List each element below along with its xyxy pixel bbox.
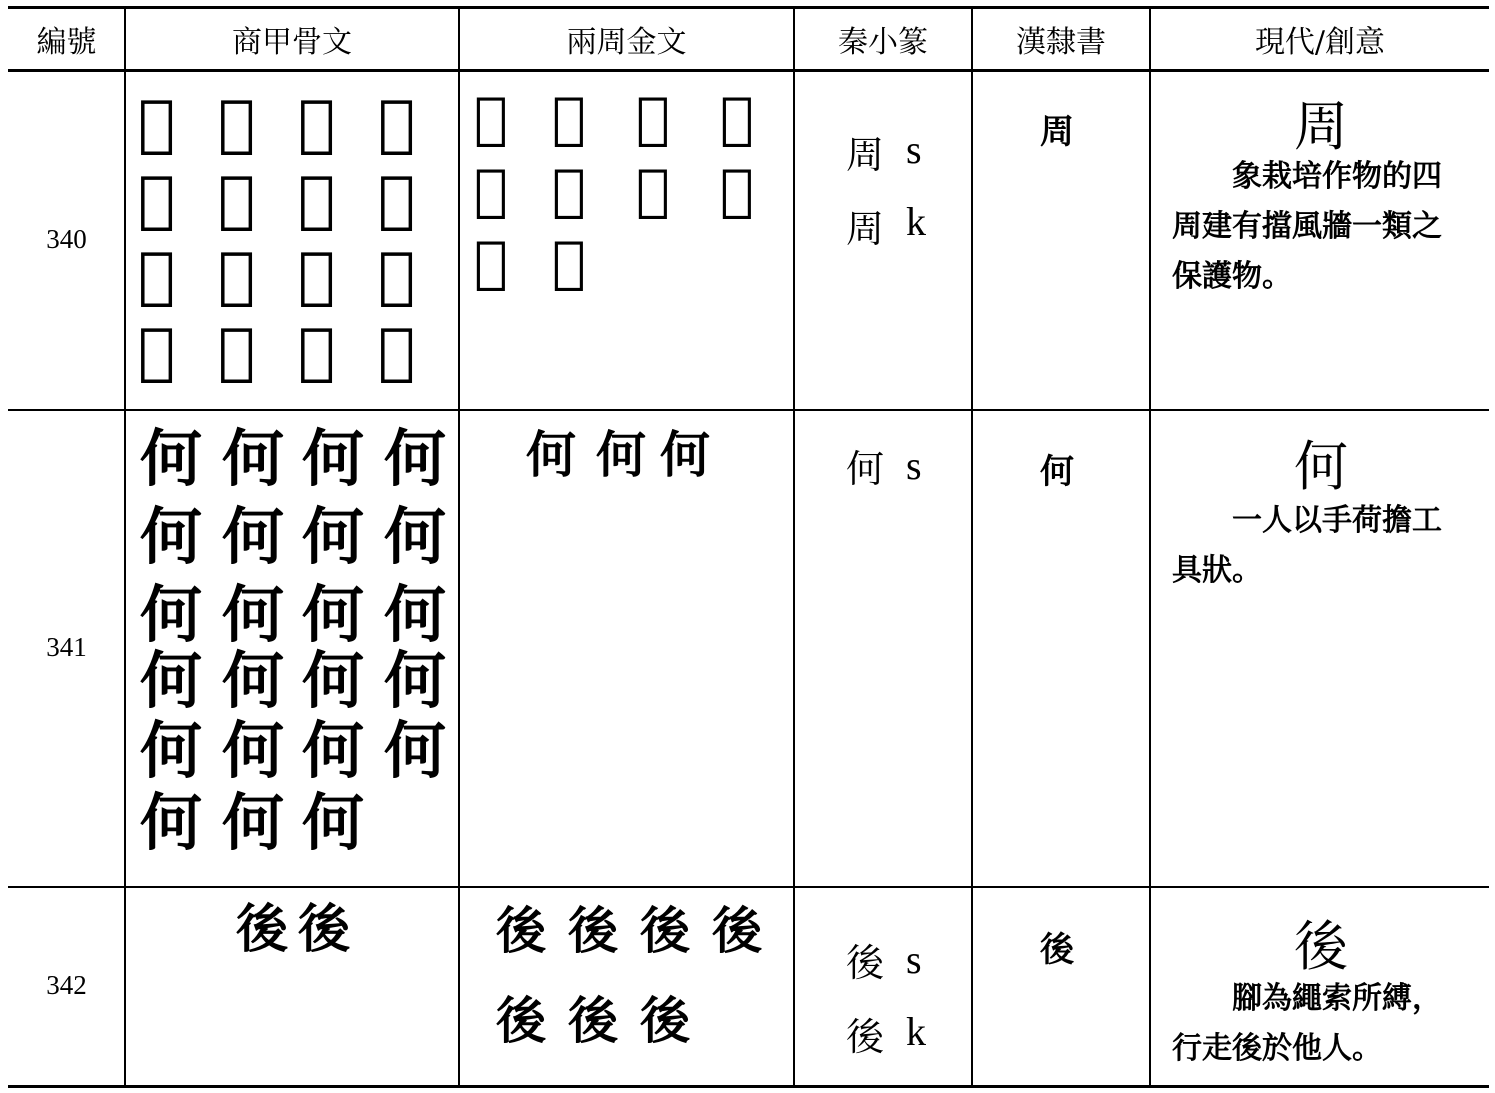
bronze-glyph: 後 (568, 991, 618, 1050)
description-line: 具狀。 (1172, 553, 1262, 588)
description-line: 保護物。 (1172, 259, 1292, 294)
oracle-glyph: 何 (302, 714, 365, 787)
seal-glyph: 何 (846, 447, 885, 491)
row-number: 342 (46, 970, 87, 1000)
bronze-glyph: 後 (568, 901, 618, 960)
oracle-glyph: 何 (222, 578, 285, 651)
bronze-glyph: 𤰔 (636, 85, 670, 151)
oracle-glyph: 𤰔 (378, 86, 416, 159)
oracle-glyph: 𤰔 (138, 238, 176, 311)
bronze-glyph: 後 (496, 901, 546, 960)
oracle-glyph: 𤰔 (378, 238, 416, 311)
header-bronze: 兩周金文 (566, 25, 687, 60)
bronze-glyph: 𤰔 (720, 85, 754, 151)
modern-glyph: 何 (1294, 435, 1348, 498)
bronze-glyph: 後 (640, 991, 690, 1050)
bronze-glyph: 𤰔 (552, 157, 586, 223)
oracle-glyph: 後 (236, 899, 289, 960)
row-number: 341 (46, 632, 87, 662)
oracle-glyph: 後 (298, 899, 351, 960)
seal-tag-s: s (906, 443, 922, 488)
description-line: 一人以手荷擔工 (1232, 503, 1442, 538)
header-number: 編號 (36, 25, 97, 60)
header-small-seal: 秦小篆 (838, 25, 928, 60)
col-divider-1 (124, 6, 126, 1088)
oracle-glyph: 何 (222, 644, 285, 717)
oracle-glyph: 𤰔 (138, 86, 176, 159)
description-line: 象栽培作物的四 (1232, 159, 1442, 194)
oracle-glyph: 何 (384, 714, 447, 787)
bronze-glyph: 𤰔 (474, 157, 508, 223)
oracle-glyph: 𤰔 (378, 314, 416, 387)
oracle-glyph: 何 (302, 644, 365, 717)
oracle-glyph: 何 (384, 422, 447, 495)
seal-tag-k: k (906, 199, 926, 244)
bronze-glyph: 後 (496, 991, 546, 1050)
header-bottom-border (8, 69, 1489, 72)
header-oracle-bone: 商甲骨文 (232, 25, 352, 60)
oracle-glyph: 𤰔 (298, 162, 336, 235)
oracle-glyph: 何 (140, 422, 203, 495)
oracle-glyph: 何 (140, 578, 203, 651)
col-divider-2 (458, 6, 460, 1088)
oracle-glyph: 𤰔 (218, 162, 256, 235)
oracle-glyph: 𤰔 (138, 162, 176, 235)
oracle-glyph: 𤰔 (298, 86, 336, 159)
oracle-glyph: 何 (140, 644, 203, 717)
row-number: 340 (46, 224, 87, 254)
oracle-glyph: 何 (222, 714, 285, 787)
oracle-glyph: 何 (384, 578, 447, 651)
bronze-glyph: 後 (712, 901, 762, 960)
oracle-glyph: 𤰔 (218, 314, 256, 387)
table-bottom-border (8, 1085, 1489, 1088)
bronze-glyph: 後 (640, 901, 690, 960)
oracle-glyph: 𤰔 (138, 314, 176, 387)
modern-glyph: 後 (1294, 915, 1348, 978)
oracle-glyph: 何 (384, 500, 447, 573)
col-divider-3 (793, 6, 795, 1088)
character-description (1172, 152, 1472, 302)
oracle-glyph: 𤰔 (298, 314, 336, 387)
character-description (1172, 974, 1472, 1074)
table-top-border (8, 6, 1489, 9)
oracle-glyph: 何 (302, 500, 365, 573)
bronze-glyph: 何 (596, 425, 646, 484)
oracle-glyph: 𤰔 (298, 238, 336, 311)
oracle-glyph: 何 (140, 714, 203, 787)
seal-tag-s: s (906, 127, 922, 172)
oracle-glyph: 何 (302, 422, 365, 495)
oracle-glyph: 何 (140, 786, 203, 859)
seal-glyph: 後 (846, 941, 885, 985)
bronze-glyph: 𤰔 (474, 85, 508, 151)
bronze-glyph: 𤰔 (720, 157, 754, 223)
oracle-glyph: 𤰔 (218, 86, 256, 159)
bronze-glyph: 何 (660, 425, 710, 484)
seal-tag-k: k (906, 1009, 926, 1054)
description-line: 行走後於他人。 (1172, 1031, 1382, 1066)
oracle-glyph: 何 (302, 786, 365, 859)
header-clerical: 漢隸書 (1016, 25, 1106, 60)
oracle-glyph: 何 (222, 500, 285, 573)
col-divider-4 (971, 6, 973, 1088)
seal-glyph: 後 (846, 1015, 885, 1059)
seal-tag-s: s (906, 937, 922, 982)
row-341-bottom-border (8, 886, 1489, 888)
bronze-glyph: 𤰔 (552, 229, 586, 295)
oracle-glyph: 何 (302, 578, 365, 651)
bronze-glyph: 𤰔 (474, 229, 508, 295)
oracle-glyph: 何 (384, 644, 447, 717)
bronze-glyph: 𤰔 (636, 157, 670, 223)
description-line: 周建有擋風牆一類之 (1172, 209, 1442, 244)
character-description (1172, 496, 1472, 596)
oracle-glyph: 何 (140, 500, 203, 573)
row-340-bottom-border (8, 409, 1489, 411)
oracle-glyph: 𤰔 (218, 238, 256, 311)
description-line: 腳為繩索所縛， (1232, 981, 1442, 1016)
col-divider-5 (1149, 6, 1151, 1088)
seal-glyph: 周 (846, 207, 885, 251)
bronze-glyph: 何 (526, 425, 576, 484)
clerical-glyph: 周 (1040, 112, 1074, 152)
oracle-glyph: 何 (222, 422, 285, 495)
seal-glyph: 周 (846, 133, 885, 177)
clerical-glyph: 後 (1040, 930, 1074, 970)
oracle-glyph: 何 (222, 786, 285, 859)
bronze-glyph: 𤰔 (552, 85, 586, 151)
oracle-glyph: 𤰔 (378, 162, 416, 235)
header-modern: 現代/創意 (1254, 25, 1386, 60)
clerical-glyph: 何 (1040, 452, 1074, 492)
modern-glyph: 周 (1294, 95, 1348, 158)
